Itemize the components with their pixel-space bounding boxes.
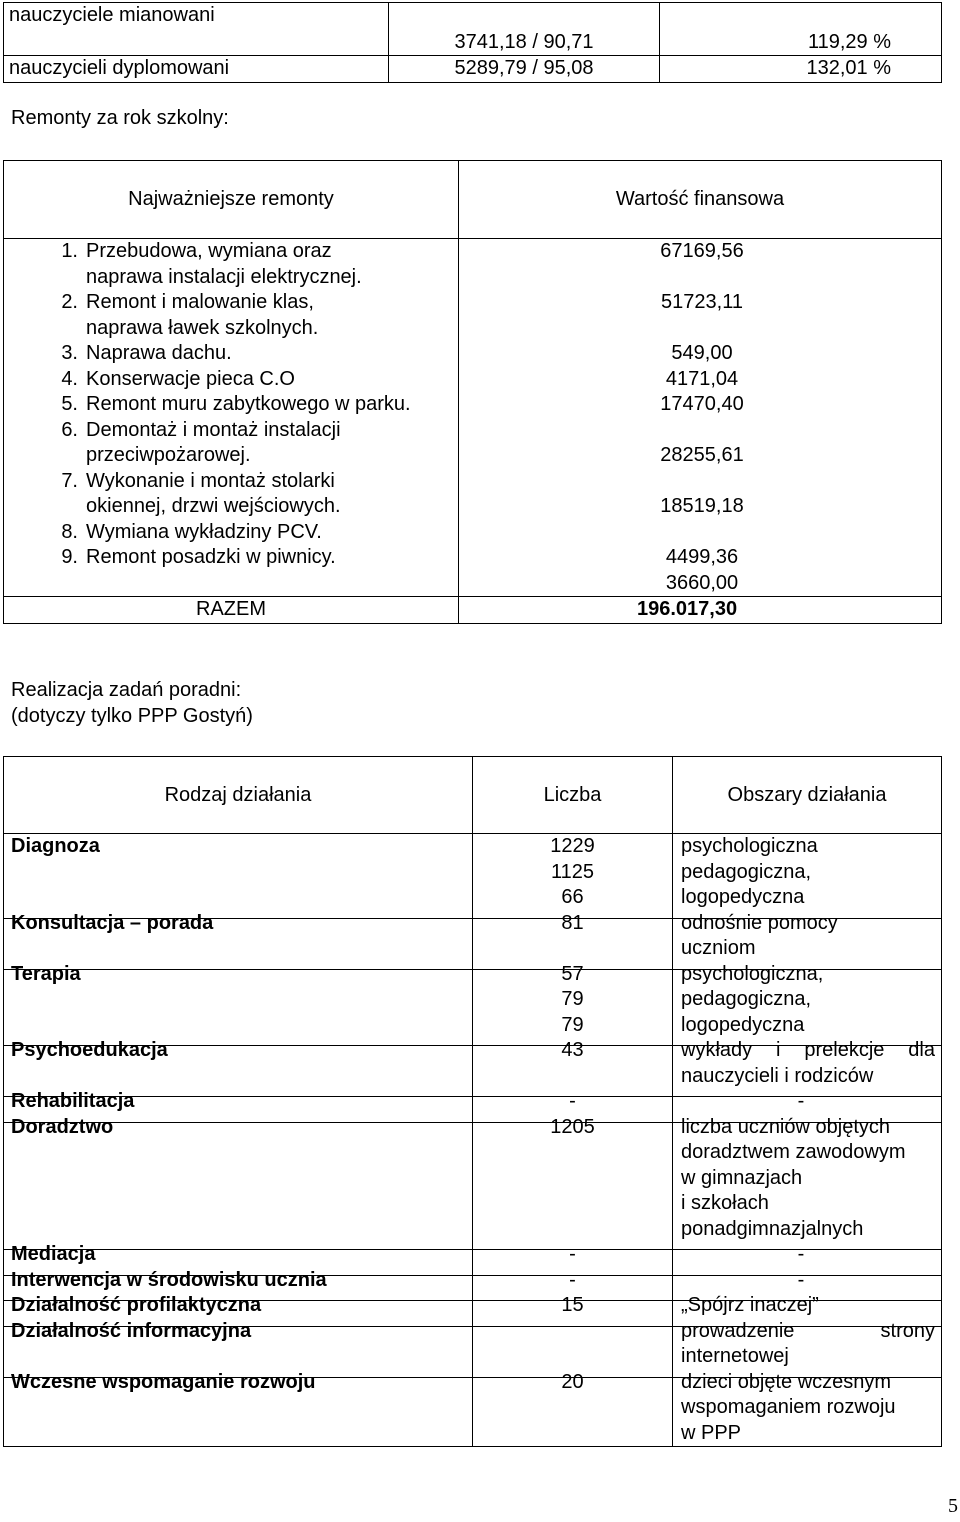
repair-value: 17470,40: [660, 393, 744, 415]
row-divider: [3, 1249, 941, 1250]
col-header-count: Liczba: [473, 757, 673, 834]
list-item: 5. Remont muru zabytkowego w parku.: [61, 393, 411, 415]
repairs-table: [3, 160, 942, 624]
areas-cell: psychologiczna pedagogiczna, logopedyczna odnośnie pomocy uczniom psychologiczna, pedagogiczna, logopedyczna wykłady i prelekcje dla nauczycieli i rodziców - liczba uczniów objętych doradztwem zawodowym w gimnazjach i szkołach ponadgimnazjalnych - - „Spójrz inaczej” prowadzenie strony internetowej dzieci objęte wczesnym wspomaganiem rozwoju w PPP: [673, 834, 942, 1447]
list-item: 6. Demontaż i montaż instalacji przeciwpożarowej.: [61, 418, 341, 466]
counseling-heading: Realizacja zadań poradni: (dotyczy tylko PPP Gostyń): [11, 679, 253, 727]
row-divider: [3, 1096, 941, 1097]
salary-amount: 5289,79 / 95,08: [389, 56, 660, 83]
list-item: 3. Naprawa dachu.: [61, 342, 232, 364]
repairs-heading: Remonty za rok szkolny:: [11, 107, 229, 129]
salary-percent: 119,29 %: [660, 3, 942, 56]
row-divider: [3, 1300, 941, 1301]
row-divider: [3, 1326, 941, 1327]
row-divider: [3, 1275, 941, 1276]
list-item: 1. Przebudowa, wymiana oraz naprawa instalacji elektrycznej.: [61, 240, 362, 288]
counseling-table: [3, 756, 942, 1447]
list-item: 8. Wymiana wykładziny PCV.: [61, 520, 322, 543]
repair-value: 28255,61: [660, 444, 744, 466]
table-row: [4, 757, 942, 834]
repairs-values-cell: [459, 239, 942, 597]
salary-amount: 3741,18 / 90,71: [389, 3, 660, 56]
salary-label: nauczyciele mianowani: [4, 3, 389, 56]
count-cell: 1229 1125 66 81 57 79 79 43 - 1205 - - 15 20: [473, 834, 673, 1447]
col-header-type: Rodzaj działania: [4, 757, 473, 834]
table-row: [4, 56, 942, 83]
table-row: [4, 834, 942, 1447]
row-divider: [3, 1122, 941, 1123]
repairs-list-cell: [4, 239, 459, 597]
repair-list: [61, 239, 458, 571]
activity-cell: Diagnoza Konsultacja – porada Terapia Psychoedukacja Rehabilitacja Doradztwo Mediacja Interwencja w środowisku ucznia Działalność profilaktyczna Działalność informacyjna Wczesne wspomaganie rozwoju: [4, 834, 473, 1447]
repairs-total-label: RAZEM: [4, 597, 459, 624]
repair-value: 18519,18: [660, 495, 744, 517]
table-row: [4, 3, 942, 56]
col-header-areas: Obszary działania: [673, 757, 942, 834]
row-divider: [3, 1045, 941, 1046]
repair-value: 4499,36: [665, 546, 739, 568]
list-item: 7. Wykonanie i montaż stolarki okiennej, drzwi wejściowych.: [61, 469, 341, 517]
row-divider: [3, 1377, 941, 1378]
repair-value: 4171,04: [665, 367, 739, 390]
salary-percent: 132,01 %: [660, 56, 942, 83]
repair-value: 67169,56: [660, 240, 744, 262]
repairs-col-header-name: Najważniejsze remonty: [4, 161, 459, 239]
repairs-total-value: 196.017,30: [459, 597, 942, 624]
table-row: [4, 161, 942, 239]
table-row: [4, 597, 942, 624]
list-item: 2. Remont i malowanie klas, naprawa ławek szkolnych.: [61, 291, 319, 339]
row-divider: [3, 918, 941, 919]
page-number: 5: [948, 1495, 958, 1517]
repair-value: 549,00: [671, 342, 733, 364]
row-divider: [3, 969, 941, 970]
table-row: [4, 239, 942, 597]
repair-value: 51723,11: [661, 291, 743, 313]
salary-table: [3, 2, 942, 83]
list-item: 9. Remont posadzki w piwnicy.: [61, 546, 336, 568]
salary-label: nauczycieli dyplomowani: [4, 56, 389, 83]
repairs-col-header-value: Wartość finansowa: [459, 161, 942, 239]
list-item: 4. Konserwacje pieca C.O: [61, 367, 295, 390]
repair-value: 3660,00: [665, 571, 739, 594]
